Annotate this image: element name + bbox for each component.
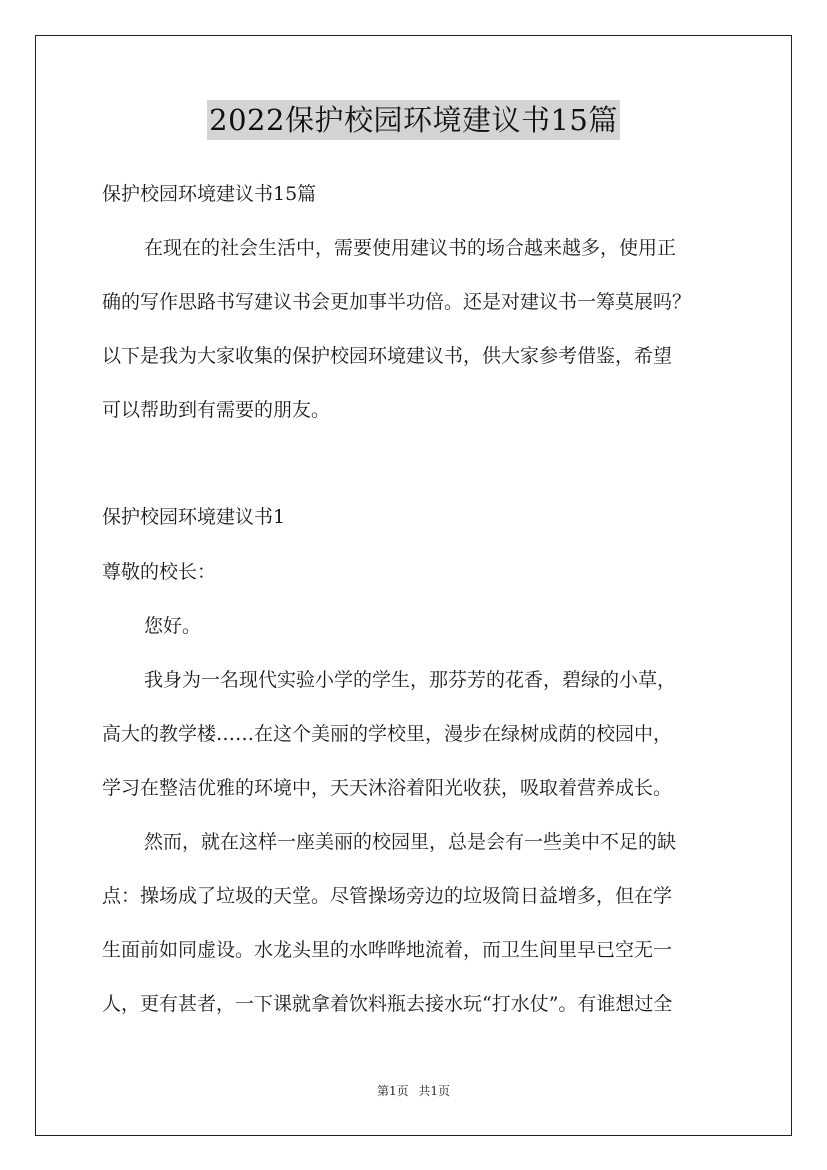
paragraph-line: 生面前如同虚设。水龙头里的水哗哗地流着，而卫生间里早已空无一: [102, 939, 673, 961]
paragraph-line: 然而，就在这样一座美丽的校园里，总是会有一些美中不足的缺: [144, 831, 677, 853]
intro-line: 可以帮助到有需要的朋友。: [102, 399, 331, 421]
intro-line: 以下是我为大家收集的保护校园环境建议书，供大家参考借鉴，希望: [102, 345, 673, 367]
page-number: 第1页: [376, 1084, 409, 1098]
section-heading: 保护校园环境建议书1: [102, 506, 286, 528]
subtitle: 保护校园环境建议书15篇: [102, 183, 317, 205]
paragraph-line: 学习在整洁优雅的环境中，天天沐浴着阳光收获，吸取着营养成长。: [102, 777, 673, 799]
intro-line: 在现在的社会生活中，需要使用建议书的场合越来越多，使用正: [144, 237, 677, 259]
intro-line: 确的写作思路书写建议书会更加事半功倍。还是对建议书一筹莫展吗？: [102, 291, 692, 313]
greeting: 您好。: [144, 615, 202, 637]
paragraph-line: 高大的教学楼……在这个美丽的学校里，漫步在绿树成荫的校园中，: [102, 723, 673, 745]
page-footer: [0, 1083, 827, 1099]
document-title: 2022保护校园环境建议书15篇: [207, 100, 620, 140]
paragraph-line: 点：操场成了垃圾的天堂。尽管操场旁边的垃圾筒日益增多，但在学: [102, 885, 673, 907]
salutation: 尊敬的校长：: [102, 561, 217, 583]
title-container: [0, 100, 827, 140]
page-total: 共1页: [418, 1084, 451, 1098]
paragraph-line: 人，更有甚者，一下课就拿着饮料瓶去接水玩“打水仗”。有谁想过全: [102, 993, 673, 1015]
paragraph-line: 我身为一名现代实验小学的学生，那芬芳的花香，碧绿的小草，: [144, 669, 677, 691]
